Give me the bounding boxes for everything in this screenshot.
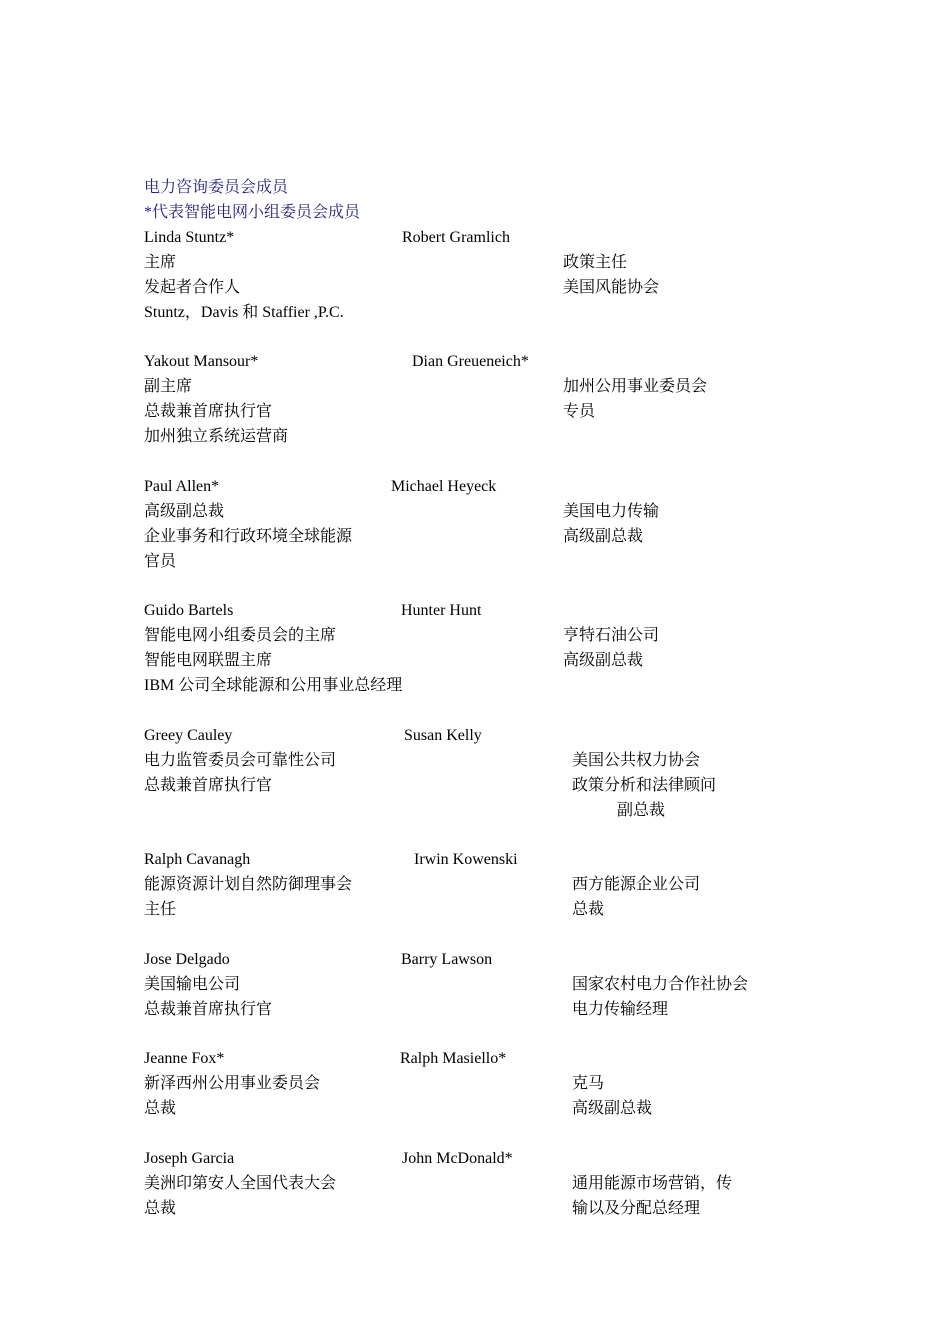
member-name-left: Paul Allen* [144,478,220,495]
member-title-left: IBM 公司全球能源和公用事业总经理 [144,677,403,694]
member-title-left: 总裁兼首席执行官 [144,1001,273,1018]
member-name-left: Ralph Cavanagh [144,851,251,868]
member-title-left: 总裁兼首席执行官 [144,403,273,420]
member-title-left: 能源资源计划自然防御理事会 [144,876,353,893]
member-title-right: 总裁 [572,901,605,918]
member-title-left: 企业事务和行政环境全球能源 [144,528,353,545]
member-title-left: 总裁 [144,1100,177,1117]
member-title-left: 新泽西州公用事业委员会 [144,1075,321,1092]
member-title-left: 副主席 [144,378,193,395]
member-name-left: Yakout Mansour* [144,353,259,370]
member-title-left: 智能电网联盟主席 [144,652,273,669]
member-title-left: 主任 [144,901,177,918]
member-name-right: Barry Lawson [401,951,493,968]
member-title-right: 政策主任 [563,254,628,271]
member-title-left: 总裁 [144,1200,177,1217]
member-name-right: Irwin Kowenski [414,851,518,868]
member-name-left: Greey Cauley [144,727,233,744]
member-title-right: 专员 [563,403,596,420]
member-title-left: Stuntz，Davis 和 Staffier ,P.C. [144,304,344,321]
member-title-right: 通用能源市场营销，传 [572,1175,733,1192]
member-title-left: 发起者合作人 [144,279,241,296]
member-title-left: 官员 [144,553,177,570]
member-title-right: 高级副总裁 [563,652,644,669]
member-title-right: 美国风能协会 [563,279,660,296]
member-name-left: Guido Bartels [144,602,234,619]
member-name-left: Linda Stuntz* [144,229,235,246]
member-title-left: 美国输电公司 [144,976,241,993]
page-title: 电力咨询委员会成员 [144,179,289,196]
member-title-right: 亨特石油公司 [563,627,660,644]
member-title-left: 美洲印第安人全国代表大会 [144,1175,337,1192]
member-title-right: 副总裁 [617,802,666,819]
member-title-right: 美国公共权力协会 [572,752,701,769]
member-name-left: Jose Delgado [144,951,230,968]
member-title-right: 西方能源企业公司 [572,876,701,893]
member-title-left: 总裁兼首席执行官 [144,777,273,794]
member-title-right: 克马 [572,1075,605,1092]
member-name-right: Dian Greueneich* [412,353,529,370]
member-name-right: Michael Heyeck [391,478,497,495]
member-title-right: 美国电力传输 [563,503,660,520]
member-name-right: John McDonald* [402,1150,513,1167]
member-name-right: Susan Kelly [404,727,482,744]
member-title-right: 国家农村电力合作社协会 [572,976,749,993]
member-name-left: Jeanne Fox* [144,1050,225,1067]
member-title-right: 加州公用事业委员会 [563,378,708,395]
member-title-left: 加州独立系统运营商 [144,428,289,445]
member-name-right: Robert Gramlich [402,229,510,246]
member-name-right: Hunter Hunt [401,602,482,619]
member-title-right: 高级副总裁 [563,528,644,545]
member-title-left: 主席 [144,254,177,271]
member-title-left: 高级副总裁 [144,503,225,520]
subcommittee-note: *代表智能电网小组委员会成员 [144,204,361,221]
member-title-right: 输以及分配总经理 [572,1200,701,1217]
member-name-right: Ralph Masiello* [400,1050,507,1067]
member-title-right: 政策分析和法律顾问 [572,777,717,794]
member-title-left: 电力监管委员会可靠性公司 [144,752,337,769]
member-name-left: Joseph Garcia [144,1150,235,1167]
member-title-right: 高级副总裁 [572,1100,653,1117]
member-title-right: 电力传输经理 [572,1001,669,1018]
member-title-left: 智能电网小组委员会的主席 [144,627,337,644]
